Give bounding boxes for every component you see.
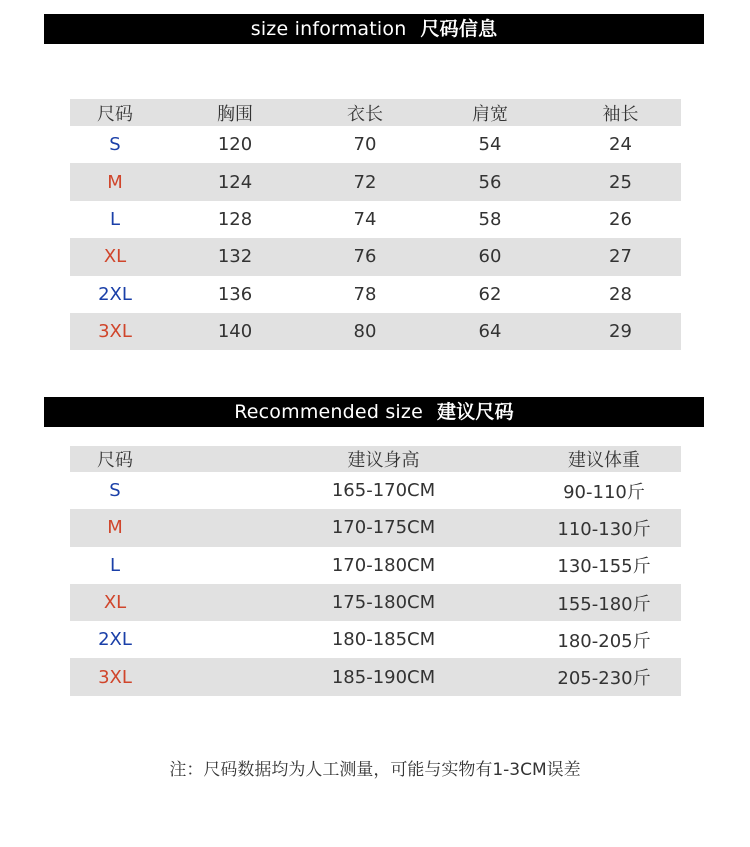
- shoulder-value: 54: [478, 134, 502, 156]
- weight-value: 205-230斤: [557, 668, 651, 690]
- header-size: 尺码: [97, 103, 133, 125]
- size-label: 2XL: [98, 629, 132, 651]
- size-label: M: [107, 171, 123, 193]
- height-value: 170-175CM: [331, 517, 436, 539]
- header-shoulder: 肩宽: [472, 103, 508, 125]
- size-label: S: [109, 480, 121, 502]
- recommended-table-header-row: [70, 446, 681, 472]
- table-row: [70, 238, 681, 275]
- table-row: [70, 201, 681, 238]
- size-label: L: [109, 554, 121, 576]
- chest-value: 136: [217, 283, 253, 305]
- size-label: 3XL: [98, 321, 132, 343]
- recommended-size-table: [70, 446, 681, 696]
- length-value: 72: [353, 171, 377, 193]
- header-size: 尺码: [97, 450, 133, 471]
- table-row: [70, 313, 681, 350]
- header-length: 衣长: [347, 103, 383, 125]
- sleeve-value: 26: [609, 208, 632, 230]
- size-label: 3XL: [98, 666, 132, 688]
- weight-value: 155-180斤: [557, 593, 651, 615]
- shoulder-value: 58: [478, 208, 502, 230]
- shoulder-value: 60: [478, 246, 502, 268]
- height-value: 170-180CM: [331, 554, 436, 576]
- size-information-title-zh: 尺码信息: [420, 18, 498, 40]
- chest-value: 128: [217, 208, 253, 230]
- sleeve-value: 28: [609, 283, 632, 305]
- length-value: 76: [353, 246, 377, 268]
- length-value: 78: [353, 283, 377, 305]
- table-row: [70, 163, 681, 200]
- height-value: 180-185CM: [331, 629, 436, 651]
- size-table-header-row: [70, 99, 681, 126]
- height-value: 175-180CM: [331, 592, 436, 614]
- chest-value: 120: [217, 134, 253, 156]
- recommended-size-title-zh: 建议尺码: [436, 401, 514, 423]
- size-information-banner: [44, 14, 704, 44]
- height-value: 165-170CM: [331, 480, 436, 502]
- size-information-table: [70, 99, 681, 350]
- header-chest: 胸围: [217, 103, 253, 125]
- chest-value: 132: [217, 246, 253, 268]
- table-row: [70, 547, 681, 584]
- size-label: L: [109, 208, 121, 230]
- table-row: [70, 584, 681, 621]
- sleeve-value: 29: [609, 321, 632, 343]
- header-weight: 建议体重: [568, 450, 640, 471]
- size-label: 2XL: [98, 283, 132, 305]
- length-value: 80: [353, 321, 377, 343]
- recommended-size-banner: [44, 397, 704, 427]
- sleeve-value: 24: [609, 134, 632, 156]
- table-row: [70, 126, 681, 163]
- shoulder-value: 62: [478, 283, 502, 305]
- chest-value: 124: [217, 171, 253, 193]
- length-value: 70: [353, 134, 377, 156]
- size-label: XL: [103, 592, 127, 614]
- measurement-note: 注：尺码数据均为人工测量，可能与实物有1-3CM误差: [169, 760, 581, 780]
- header-height: 建议身高: [347, 450, 420, 471]
- shoulder-value: 64: [478, 321, 502, 343]
- size-label: S: [109, 134, 121, 156]
- sleeve-value: 27: [609, 246, 632, 268]
- height-value: 185-190CM: [331, 666, 436, 688]
- weight-value: 180-205斤: [557, 630, 651, 652]
- weight-value: 130-155斤: [557, 556, 651, 578]
- chest-value: 140: [217, 321, 253, 343]
- weight-value: 110-130斤: [557, 518, 651, 540]
- size-label: XL: [103, 246, 127, 268]
- header-sleeve: 袖长: [602, 103, 639, 125]
- table-row: [70, 472, 681, 509]
- weight-value: 90-110斤: [563, 481, 645, 503]
- table-row: [70, 276, 681, 313]
- size-information-title-en: size information: [250, 18, 407, 40]
- size-label: M: [107, 517, 123, 539]
- shoulder-value: 56: [478, 171, 502, 193]
- table-row: [70, 509, 681, 546]
- sleeve-value: 25: [609, 171, 632, 193]
- table-row: [70, 621, 681, 658]
- recommended-size-title-en: Recommended size: [234, 401, 423, 423]
- length-value: 74: [353, 208, 377, 230]
- table-row: [70, 658, 681, 695]
